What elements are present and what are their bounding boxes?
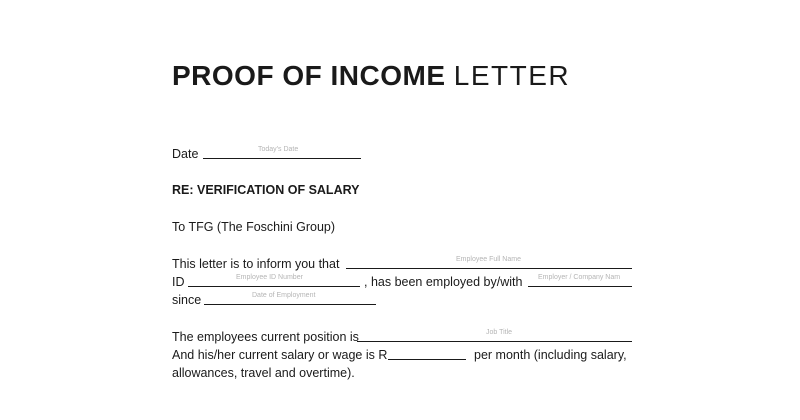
document-title (172, 60, 570, 92)
employed-text: , has been employed by/with (364, 275, 523, 289)
allowances-text: allowances, travel and overtime). (172, 366, 355, 380)
since-label: since (172, 293, 202, 307)
employee-name-hint: Employee Full Name (456, 256, 521, 263)
employee-id-hint: Employee ID Number (236, 274, 303, 281)
date-hint: Today's Date (258, 146, 299, 153)
re-heading: RE: VERIFICATION OF SALARY (172, 183, 360, 197)
inform-text: This letter is to inform you that (172, 257, 340, 271)
employment-date-hint: Date of Employment (252, 292, 316, 299)
job-title-hint: Job Title (486, 329, 513, 336)
position-text: The employees current position is (172, 330, 359, 344)
date-label: Date (172, 147, 199, 161)
salary-text: And his/her current salary or wage is R (172, 348, 388, 362)
employer-hint: Employer / Company Nam (538, 274, 621, 281)
title-bold: PROOF OF INCOME (172, 60, 446, 91)
recipient-line: To TFG (The Foschini Group) (172, 220, 336, 234)
salary-field[interactable] (388, 346, 466, 360)
id-label: ID (172, 275, 185, 289)
title-light: LETTER (453, 60, 571, 91)
per-month-text: per month (including salary, (474, 348, 627, 362)
